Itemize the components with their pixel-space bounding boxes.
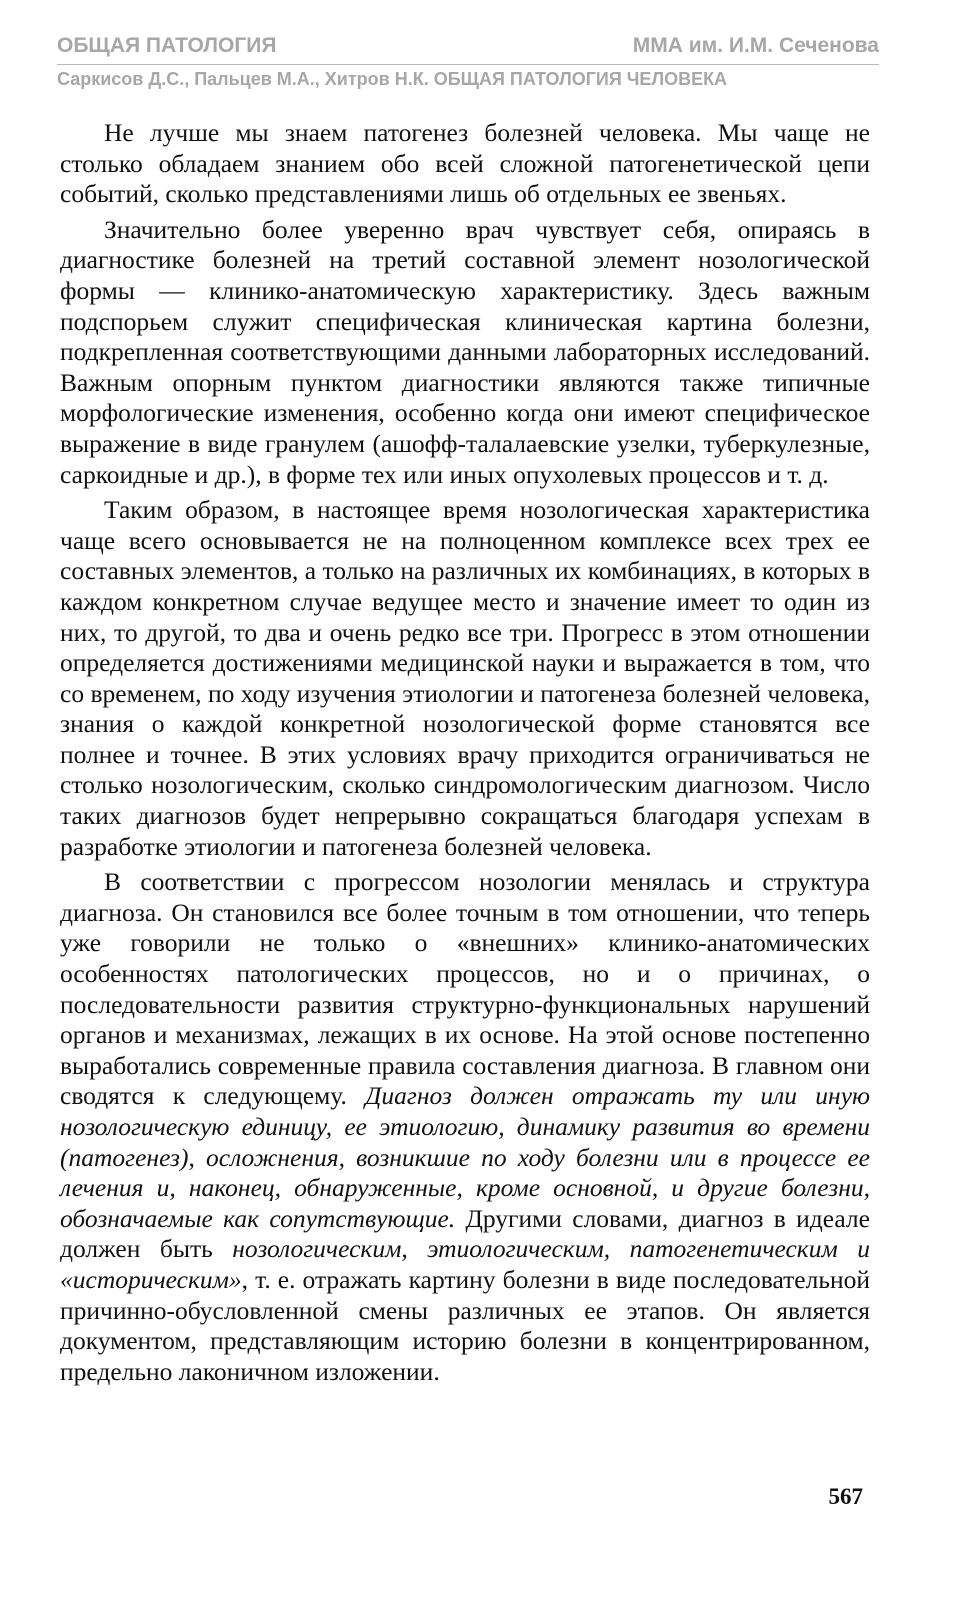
body-text xyxy=(60,118,870,1387)
paragraph-1: Не лучше мы знаем патогенез болезней человека. Мы чаще не столько обладаем знанием обо всей сложной патогенетической цепи событий, сколько представлениями лишь об отдельных ее звеньях. xyxy=(60,118,870,209)
header-divider xyxy=(57,64,879,65)
paragraph-4-text-2: Другими словами, диагноз в идеале должен быть xyxy=(60,1203,870,1264)
header-book-reference: Саркисов Д.С., Пальцев М.А., Хитров Н.К. ОБЩАЯ ПАТОЛОГИЯ ЧЕЛОВЕКА xyxy=(57,69,728,89)
paragraph-2: Значительно более уверенно врач чувствует себя, опираясь в диагностике болезней на третий составной элемент нозологической формы — клинико-анатомическую характеристику. Здесь важным подспорьем служит специфическая клиническая картина болезни, подкрепленная соответствующими данными лабораторных исследований. Важным опорным пунктом диагностики являются также типичные морфологические изменения, особенно когда они имеют специфическое выражение в виде гранулем (ашофф-талалаевские узелки, туберкулезные, саркоидные и др.), в форме тех или иных опухолевых процессов и т. д. xyxy=(60,214,870,489)
header-subject: ОБЩАЯ ПАТОЛОГИЯ xyxy=(57,34,277,57)
paragraph-3: Таким образом, в настоящее время нозологическая характеристика чаще всего основывается не на полноценном комплексе всех трех ее составных элементов, а только на различных их комбинациях, в которых в каждом конкретном случае ведущее место и значение имеет то один из них, то другой, то два и очень редко все три. Прогресс в этом отношении определяется достижениями медицинской науки и выражается в том, что со временем, по ходу изучения этиологии и патогенеза болезней человека, знания о каждой конкретной нозологической форме становятся все полнее и точнее. В этих условиях врачу приходится ограничиваться не столько нозологическим, сколько синдромологическим диагнозом. Число таких диагнозов будет непрерывно сокращаться благодаря успехам в разработке этиологии и патогенеза болезней человека. xyxy=(60,495,870,861)
paragraph-4-italic-terms: нозологическим, этиологическим, патогенетическим и «историческим» xyxy=(60,1234,871,1294)
paragraph-4 xyxy=(60,867,870,1387)
page-number: 567 xyxy=(828,1484,863,1509)
paragraph-4-italic-rule: Диагноз должен отражать ту или иную нозологическую единицу, ее этиологию, динамику развития во времени (патогенез), осложнения, возникшие по ходу болезни или в процессе ее лечения и, наконец, обнаруженные, кроме основной, и другие болезни, обозначаемые как сопутствующие. xyxy=(60,1081,870,1233)
header-institution: ММА им. И.М. Сеченова xyxy=(632,34,879,57)
running-header xyxy=(57,34,879,90)
paragraph-4-text-1: В соответствии с прогрессом нозологии менялась и структура диагноза. Он становился все более точным в том отношении, что теперь уже говорили не только о «внешних» клинико-анатомических особенностях патологических процессов, но и о причинах, о последовательности развития структурно-функциональных нарушений органов и механизмах, лежащих в их основе. На этой основе постепенно выработались современные правила составления диагноза. В главном они сводятся к следующему. xyxy=(60,867,870,1111)
paragraph-4-text-3: , т. е. отражать картину болезни в виде последовательной причинно-обусловленной смены различных ее этапов. Он является документом, представляющим историю болезни в концентрированном, предельно лаконичном изложении. xyxy=(60,1264,870,1386)
header-top-row xyxy=(57,34,879,58)
